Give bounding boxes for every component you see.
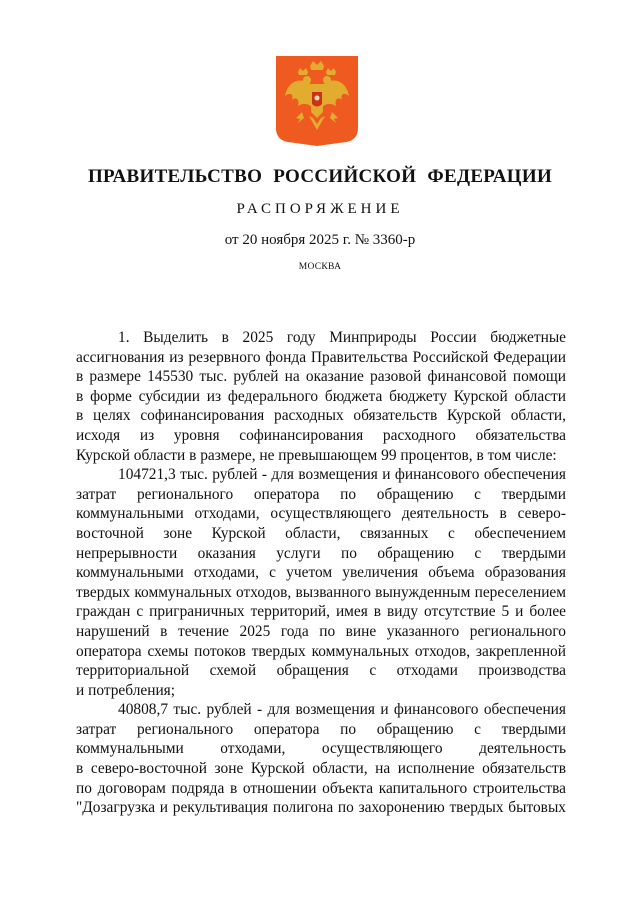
body-line: и потребления; bbox=[76, 681, 176, 699]
body-line: ассигнования из резервного фонда Правительства Российской Федерации bbox=[76, 348, 566, 366]
body-line: оператора схемы потоков твердых коммунальных отходов, закрепленной bbox=[76, 642, 566, 660]
body-line: территориальной схемой обращения с отходами производства bbox=[76, 662, 566, 680]
body-line: твердых коммунальных отходов, вызванного вынужденным переселением bbox=[76, 583, 566, 601]
body-line: 1. Выделить в 2025 году Минприроды России бюджетные bbox=[118, 329, 566, 346]
body-line: непрерывности оказания услуги по обращению с твердыми bbox=[76, 544, 566, 562]
body-line: 104721,3 тыс. рублей - для возмещения и финансового обеспечения bbox=[118, 466, 566, 484]
document-date-number: от 20 ноября 2025 г. № 3360-р bbox=[224, 232, 416, 248]
body-line: в северо-восточной зоне Курской области, на исполнение обязательств bbox=[76, 760, 566, 778]
body-line: восточной зоне Курской области, связанных с обеспечением bbox=[76, 524, 566, 542]
body-line: "Дозагрузка и рекультивация полигона по захоронению твердых бытовых bbox=[76, 799, 566, 817]
issuing-city: МОСКВА bbox=[298, 262, 342, 272]
body-line: граждан с приграничных территорий, имея в виду отсутствие 5 и более bbox=[76, 603, 566, 621]
body-line: нарушений в течение 2025 года по вине указанного регионального bbox=[76, 622, 566, 640]
body-line: по договорам подряда в отношении объекта капитального строительства bbox=[76, 779, 566, 797]
coat-of-arms-icon bbox=[276, 56, 358, 146]
body-line: затрат регионального оператора по обращению с твердыми bbox=[76, 720, 566, 738]
body-line: коммунальными отходами, осуществляющего деятельность bbox=[76, 740, 566, 758]
document-type: РАСПОРЯЖЕНИЕ bbox=[236, 201, 404, 217]
body-line: в размере 145530 тыс. рублей на оказание разовой финансовой помощи bbox=[76, 368, 566, 386]
government-title: ПРАВИТЕЛЬСТВО РОССИЙСКОЙ ФЕДЕРАЦИИ bbox=[87, 166, 553, 187]
body-line: в целях софинансирования расходных обязательств Курской области, bbox=[76, 407, 566, 425]
body-line: 40808,7 тыс. рублей - для возмещения и финансового обеспечения bbox=[118, 701, 566, 719]
body-line: исходя из уровня софинансирования расходного обязательства bbox=[76, 426, 566, 444]
body-line: коммунальными отходами, осуществляющего деятельность в северо- bbox=[76, 505, 566, 523]
body-line: Курской области в размере, не превышающем 99 процентов, в том числе: bbox=[76, 446, 557, 464]
body-line: коммунальными отходами, с учетом увеличения объема образования bbox=[76, 564, 566, 582]
body-line: затрат регионального оператора по обращению с твердыми bbox=[76, 485, 566, 503]
document-body bbox=[76, 328, 566, 818]
body-line: в форме субсидии из федерального бюджета бюджету Курской области bbox=[76, 387, 566, 405]
